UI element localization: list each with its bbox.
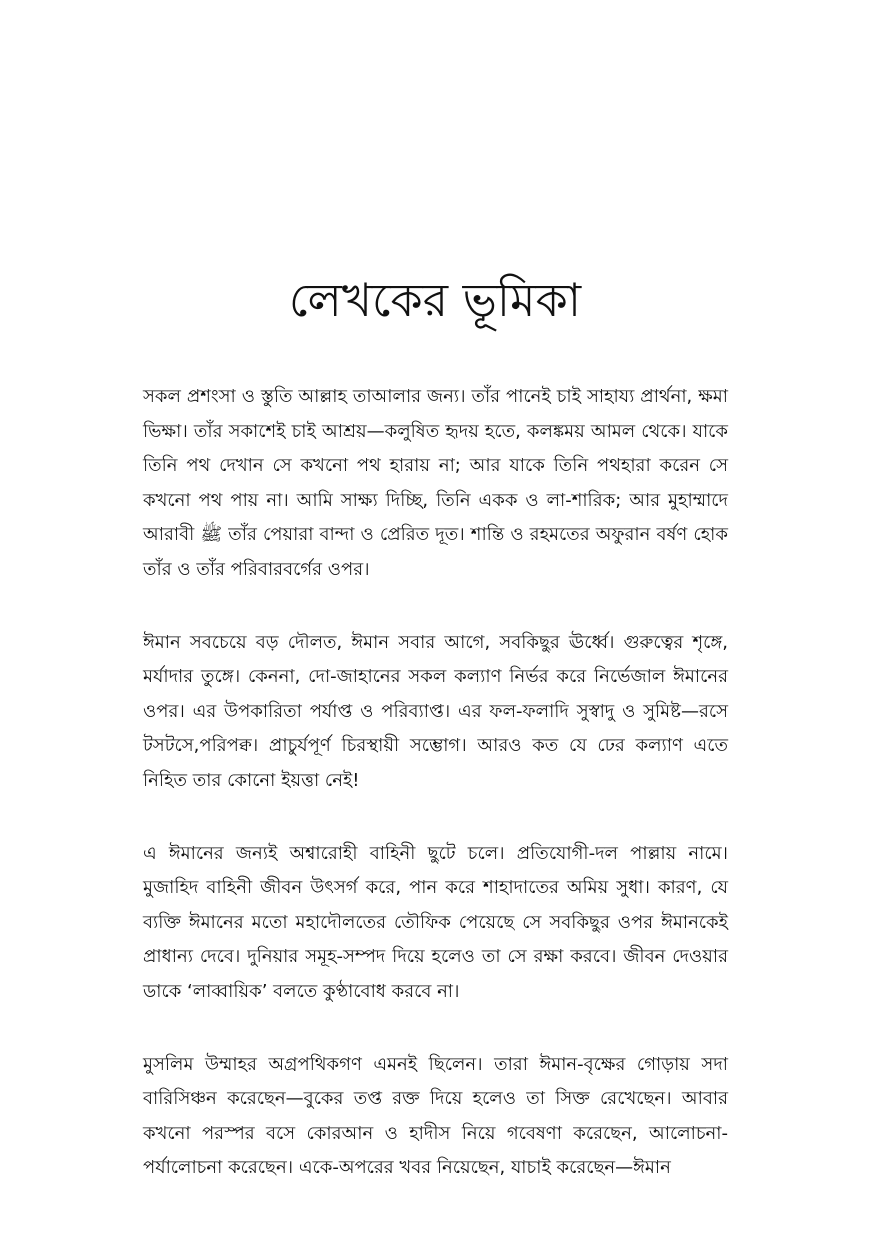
- paragraph-3: এ ঈমানের জন্যই অশ্বারোহী বাহিনী ছুটে চলে। প্রতিযোগী-দল পাল্লায় নামে। মুজাহিদ বাহিনী জীবন উৎসর্গ করে, পান করে শাহাদাতের অমিয় সুধা। কারণ, যে ব্যক্তি ঈমানের মতো মহাদৌলতের তৌফিক পেয়েছে সে সবকিছুর ওপর ঈমানকেই প্রাধান্য দেবে। দুনিয়ার সমূহ-সম্পদ দিয়ে হলেও তা সে রক্ষা করবে। জীবন দেওয়ার ডাকে ‘লাব্বায়িক’ বলতে কুণ্ঠাবোধ করবে না।: [143, 842, 728, 1002]
- paragraph-2: ঈমান সবচেয়ে বড় দৌলত, ঈমান সবার আগে, সবকিছুর ঊর্ধ্বে। গুরুত্বের শৃঙ্গে, মর্যাদার তুঙ্গে। কেননা, দো-জাহানের সকল কল্যাণ নির্ভর করে নির্ভেজাল ঈমানের ওপর। এর উপকারিতা পর্যাপ্ত ও পরিব্যাপ্ত। এর ফল-ফলাদি সুস্বাদু ও সুমিষ্ট—রসে টসটসে,পরিপক্ব। প্রাচুর্যপূর্ণ চিরস্থায়ী সম্ভোগ। আরও কত যে ঢের কল্যাণ এতে নিহিত তার কোনো ইয়ত্তা নেই!: [143, 631, 728, 791]
- body-text: [143, 380, 728, 1186]
- paragraph-1: সকল প্রশংসা ও স্তুতি আল্লাহ তাআলার জন্য। তাঁর পানেই চাই সাহায্য প্রার্থনা, ক্ষমা ভিক্ষা। তাঁর সকাশেই চাই আশ্রয়—কলুষিত হৃদয় হতে, কলঙ্কময় আমল থেকে। যাকে তিনি পথ দেখান সে কখনো পথ হারায় না; আর যাকে তিনি পথহারা করেন সে কখনো পথ পায় না। আমি সাক্ষ্য দিচ্ছি, তিনি একক ও লা-শারিক; আর মুহাম্মাদে আরাবী ﷺ তাঁর পেয়ারা বান্দা ও প্রেরিত দূত। শান্তি ও রহমতের অফুরান বর্ষণ হোক তাঁর ও তাঁর পরিবারবর্গের ওপর।: [143, 386, 728, 580]
- paragraph-4: মুসলিম উম্মাহর অগ্রপথিকগণ এমনই ছিলেন। তারা ঈমান-বৃক্ষের গোড়ায় সদা বারিসিঞ্চন করেছেন—বুকের তপ্ত রক্ত দিয়ে হলেও তা সিক্ত রেখেছেন। আবার কখনো পরস্পর বসে কোরআন ও হাদীস নিয়ে গবেষণা করেছেন, আলোচনা-পর্যালোচনা করেছেন। একে-অপরের খবর নিয়েছেন, যাচাই করেছেন—ঈমান: [143, 1053, 728, 1179]
- page-title: লেখকের ভূমিকা: [288, 273, 582, 327]
